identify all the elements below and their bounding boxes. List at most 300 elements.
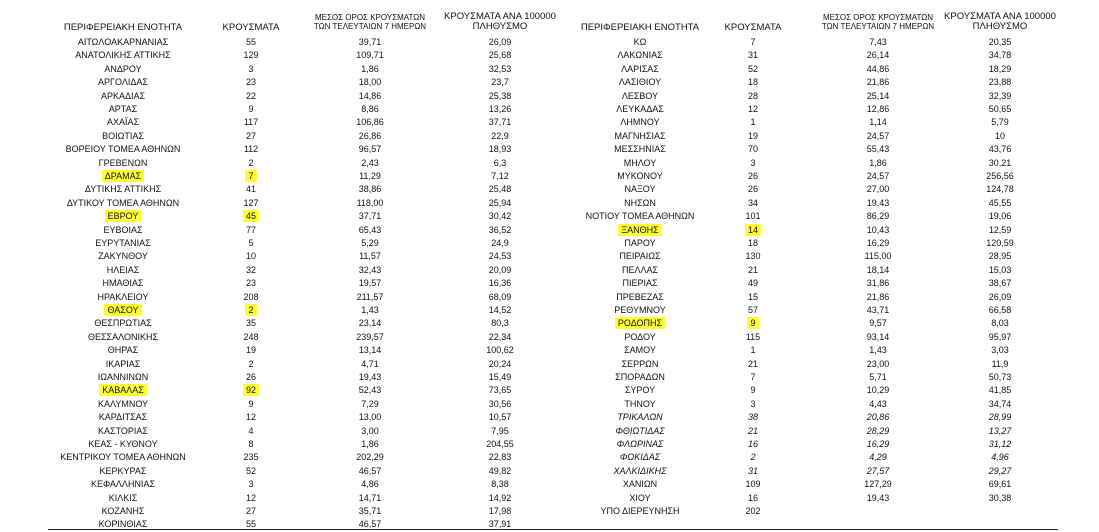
cell-cases-text: 12 xyxy=(747,104,758,114)
cell-cases-text: 18 xyxy=(747,238,758,248)
right-header-avg xyxy=(808,13,948,31)
cell-cases-text: 45 xyxy=(243,210,259,222)
cell-per100k xyxy=(440,358,560,371)
cell-region-text: ΤΗΝΟΥ xyxy=(624,398,656,409)
cell-region-text: ΛΑΣΙΘΙΟΥ xyxy=(618,77,662,88)
cell-cases-text: 57 xyxy=(747,305,758,315)
cell-cases-text: 112 xyxy=(243,144,259,155)
cell-per100k xyxy=(440,143,560,156)
cell-region xyxy=(48,505,198,518)
cell-avg xyxy=(808,76,948,89)
cell-cases xyxy=(708,411,798,424)
right-header-per100k xyxy=(940,12,1060,32)
cell-avg xyxy=(300,438,440,451)
cell-cases xyxy=(206,36,296,49)
cell-per100k xyxy=(940,317,1060,330)
cell-avg-text: 115,00 xyxy=(864,251,892,262)
cell-region xyxy=(565,371,715,384)
cell-per100k-text: 25,48 xyxy=(488,184,512,195)
cell-region xyxy=(48,317,198,330)
cell-per100k-text: 18,93 xyxy=(488,144,512,155)
cell-per100k xyxy=(940,438,1060,451)
cell-per100k-text: 20,09 xyxy=(488,264,512,275)
cell-cases-text: 2 xyxy=(245,304,256,316)
cell-cases xyxy=(708,478,798,491)
cell-avg-text: 24,57 xyxy=(866,130,890,141)
cell-per100k-text: 24,9 xyxy=(491,238,509,248)
cell-region-text: ΝΗΣΩΝ xyxy=(624,197,656,208)
cell-cases xyxy=(206,478,296,491)
cell-region xyxy=(48,49,198,62)
cell-region-text: ΘΗΡΑΣ xyxy=(107,345,139,356)
cell-region-text: ΙΩΑΝΝΙΝΩΝ xyxy=(97,372,149,382)
cell-per100k xyxy=(940,425,1060,438)
cell-avg xyxy=(300,130,440,143)
left-header-avg xyxy=(300,13,440,31)
cell-cases-text: 92 xyxy=(243,384,259,396)
cell-region xyxy=(48,63,198,76)
cell-cases xyxy=(708,371,798,384)
cell-avg xyxy=(300,331,440,344)
cell-avg xyxy=(808,317,948,330)
cell-per100k-text: 22,9 xyxy=(491,130,509,141)
cell-avg-text: 19,43 xyxy=(358,372,382,382)
right-header-avg-line2: ΤΩΝ ΤΕΛΕΥΤΑΙΩΝ 7 ΗΜΕΡΩΝ xyxy=(821,22,935,31)
cell-avg xyxy=(808,465,948,478)
cell-cases xyxy=(206,90,296,103)
cell-region-text: ΚΑΣΤΟΡΙΑΣ xyxy=(98,425,148,436)
cell-per100k-text: 3,03 xyxy=(991,345,1009,356)
cell-avg xyxy=(300,210,440,223)
cell-region-text: ΠΕΙΡΑΙΩΣ xyxy=(619,251,661,262)
cell-per100k xyxy=(940,197,1060,210)
cell-region-text: ΝΑΞΟΥ xyxy=(624,184,656,195)
cell-region xyxy=(565,157,715,170)
cell-per100k xyxy=(940,371,1060,384)
cell-cases-text: 38 xyxy=(747,412,758,423)
cell-region xyxy=(565,183,715,196)
cell-avg-text: 86,29 xyxy=(866,211,890,222)
cell-per100k-text: 7,12 xyxy=(491,171,509,181)
cell-region xyxy=(565,451,715,464)
cell-cases-text: 8 xyxy=(248,439,254,449)
cell-cases-text: 14 xyxy=(745,224,761,236)
cell-cases-text: 21 xyxy=(747,425,758,436)
cell-avg xyxy=(808,344,948,357)
cell-per100k xyxy=(440,224,560,237)
cell-avg xyxy=(300,36,440,49)
cell-region xyxy=(48,170,198,183)
cell-region-text: ΑΝΑΤΟΛΙΚΗΣ ΑΤΤΙΚΗΣ xyxy=(75,50,171,61)
cell-region-text: ΘΑΣΟΥ xyxy=(104,304,141,316)
cell-per100k-text: 14,92 xyxy=(488,492,512,503)
cell-per100k xyxy=(440,438,560,451)
cell-cases xyxy=(708,317,798,330)
cell-cases-text: 32 xyxy=(245,264,256,275)
cell-region xyxy=(565,411,715,424)
cell-region-text: ΝΟΤΙΟΥ ΤΟΜΕΑ ΑΘΗΝΩΝ xyxy=(585,211,695,222)
cell-avg-text: 13,00 xyxy=(358,412,382,423)
cell-per100k-text: 34,78 xyxy=(988,50,1012,61)
cell-per100k-text: 38,67 xyxy=(988,278,1012,289)
cell-cases xyxy=(708,49,798,62)
cell-cases-text: 18 xyxy=(747,77,758,88)
cell-avg-text: 31,86 xyxy=(866,278,890,289)
cell-region xyxy=(48,344,198,357)
cell-cases xyxy=(206,197,296,210)
cell-per100k-text: 31,12 xyxy=(988,439,1012,449)
cell-region xyxy=(48,157,198,170)
cell-cases-text: 3 xyxy=(750,398,756,409)
cell-per100k-text: 25,68 xyxy=(488,50,512,61)
cell-avg-text: 23,14 xyxy=(358,318,382,329)
cell-per100k-text: 19,06 xyxy=(988,211,1012,222)
cell-region-text: ΙΚΑΡΙΑΣ xyxy=(105,358,141,369)
cell-avg-text: 43,71 xyxy=(866,305,890,315)
cell-cases-text: 70 xyxy=(747,144,758,155)
cell-region xyxy=(48,425,198,438)
cell-avg xyxy=(300,411,440,424)
cell-cases xyxy=(708,250,798,263)
cell-region-text: ΠΡΕΒΕΖΑΣ xyxy=(616,291,664,302)
cell-avg xyxy=(808,116,948,129)
cell-avg-text: 65,43 xyxy=(358,224,382,235)
cell-cases xyxy=(708,331,798,344)
cell-cases xyxy=(206,344,296,357)
cell-avg-text: 1,43 xyxy=(869,345,887,356)
cell-per100k xyxy=(440,103,560,116)
cell-avg xyxy=(808,331,948,344)
cell-cases-text: 26 xyxy=(747,171,758,181)
cell-per100k-text: 30,56 xyxy=(488,398,512,409)
cell-region-text: ΚΑΒΑΛΑΣ xyxy=(99,384,147,396)
cell-per100k-text: 34,74 xyxy=(988,398,1012,409)
cell-per100k-text: 15,49 xyxy=(488,372,512,382)
right-header-per100k-line2: ΠΛΗΘΥΣΜΟ xyxy=(972,21,1028,32)
cell-per100k xyxy=(940,451,1060,464)
cell-cases xyxy=(206,317,296,330)
cell-cases-text: 23 xyxy=(245,278,256,289)
cell-avg-text: 46,57 xyxy=(358,519,382,530)
cell-per100k xyxy=(440,331,560,344)
cell-per100k-text: 20,24 xyxy=(488,358,512,369)
cell-cases xyxy=(708,492,798,505)
cell-region xyxy=(565,143,715,156)
cell-per100k-text: 24,53 xyxy=(488,251,512,262)
cell-per100k-text: 120,59 xyxy=(986,238,1014,248)
cell-region xyxy=(48,264,198,277)
cell-per100k xyxy=(440,170,560,183)
cell-avg xyxy=(300,478,440,491)
cell-region xyxy=(48,451,198,464)
cell-region xyxy=(48,304,198,317)
cell-region xyxy=(48,90,198,103)
cell-avg-text: 1,86 xyxy=(361,439,379,449)
right-header-region: ΠΕΡΙΦΕΡΕΙΑΚΗ ΕΝΟΤΗΤΑ xyxy=(580,22,700,33)
cell-region-text: ΕΥΡΥΤΑΝΙΑΣ xyxy=(95,238,151,248)
cell-region-text: ΥΠΟ ΔΙΕΡΕΥΝΗΣΗ xyxy=(600,506,680,516)
cell-per100k-text: 43,76 xyxy=(988,144,1012,155)
cell-per100k xyxy=(440,478,560,491)
cell-cases xyxy=(206,438,296,451)
cell-avg xyxy=(300,264,440,277)
cell-per100k-text: 23,88 xyxy=(988,77,1012,88)
cell-cases xyxy=(708,304,798,317)
cell-cases-text: 12 xyxy=(245,492,256,503)
cell-cases-text: 49 xyxy=(747,278,758,289)
cell-avg-text: 52,43 xyxy=(358,385,382,396)
cell-region-text: ΑΡΤΑΣ xyxy=(108,104,138,114)
cell-avg-text: 46,57 xyxy=(358,465,382,476)
cell-cases-text: 202 xyxy=(745,506,761,516)
cell-avg xyxy=(300,103,440,116)
cell-avg xyxy=(300,197,440,210)
cell-cases-text: 22 xyxy=(245,90,256,101)
cell-avg xyxy=(808,49,948,62)
cell-cases xyxy=(206,411,296,424)
cell-cases-text: 1 xyxy=(750,117,756,128)
cell-avg xyxy=(300,317,440,330)
cell-cases-text: 248 xyxy=(243,331,259,342)
cell-region xyxy=(48,36,198,49)
cell-region-text: ΔΡΑΜΑΣ xyxy=(102,170,144,182)
cell-per100k xyxy=(940,505,1060,518)
cell-cases-text: 55 xyxy=(245,519,256,530)
cell-per100k xyxy=(440,384,560,397)
cell-avg-text: 26,14 xyxy=(866,50,890,61)
cell-cases-text: 3 xyxy=(248,479,254,490)
cell-per100k xyxy=(440,371,560,384)
cell-region-text: ΑΝΔΡΟΥ xyxy=(104,63,142,74)
cell-region-text: ΣΑΜΟΥ xyxy=(624,345,656,356)
cell-region xyxy=(48,76,198,89)
cell-region xyxy=(565,49,715,62)
cell-avg xyxy=(808,358,948,371)
cell-region-text: ΕΥΒΟΙΑΣ xyxy=(103,224,143,235)
cell-region xyxy=(565,224,715,237)
cell-region-text: ΧΙΟΥ xyxy=(629,492,651,503)
cell-region xyxy=(565,344,715,357)
cell-avg xyxy=(808,183,948,196)
cell-region xyxy=(565,425,715,438)
cell-avg-text: 19,43 xyxy=(866,197,890,208)
cell-region-text: ΖΑΚΥΝΘΟΥ xyxy=(98,251,148,262)
cell-avg xyxy=(808,398,948,411)
cell-cases-text: 10 xyxy=(245,251,256,262)
cell-per100k-text: 28,95 xyxy=(988,251,1012,262)
cell-avg xyxy=(808,304,948,317)
cell-per100k xyxy=(940,237,1060,250)
cell-avg xyxy=(808,237,948,250)
cell-per100k-text: 13,26 xyxy=(488,104,512,114)
cell-avg-text: 16,29 xyxy=(866,439,890,449)
cell-region xyxy=(565,197,715,210)
cell-region-text: ΗΡΑΚΛΕΙΟΥ xyxy=(97,291,149,302)
cell-cases xyxy=(206,358,296,371)
cell-cases-text: 5 xyxy=(248,238,254,248)
bottom-rule xyxy=(48,529,1058,530)
cell-cases-text: 9 xyxy=(248,398,254,409)
cell-avg xyxy=(808,384,948,397)
cell-region xyxy=(565,438,715,451)
cell-per100k xyxy=(440,116,560,129)
cell-avg xyxy=(300,183,440,196)
cell-per100k-text: 18,29 xyxy=(988,63,1012,74)
cell-cases xyxy=(708,384,798,397)
cell-region-text: ΤΡΙΚΑΛΩΝ xyxy=(617,412,663,423)
cell-cases xyxy=(206,76,296,89)
cell-region-text: ΧΑΝΙΩΝ xyxy=(622,479,658,490)
cell-cases xyxy=(708,103,798,116)
cell-per100k xyxy=(940,478,1060,491)
cell-region xyxy=(48,331,198,344)
cell-per100k-text: 36,52 xyxy=(488,224,512,235)
cell-avg xyxy=(808,425,948,438)
cell-region-text: ΛΕΣΒΟΥ xyxy=(621,90,659,101)
cell-cases xyxy=(708,224,798,237)
cell-avg xyxy=(808,36,948,49)
cell-per100k-text: 25,38 xyxy=(488,90,512,101)
cell-cases-text: 35 xyxy=(245,318,256,329)
cell-region-text: ΚΕΦΑΛΛΗΝΙΑΣ xyxy=(90,479,156,490)
cell-per100k xyxy=(940,116,1060,129)
cell-per100k xyxy=(940,465,1060,478)
cell-cases xyxy=(708,344,798,357)
cell-region-text: ΕΒΡΟΥ xyxy=(105,210,142,222)
cell-avg xyxy=(300,250,440,263)
cell-cases xyxy=(708,183,798,196)
cell-cases xyxy=(206,398,296,411)
cell-region xyxy=(48,130,198,143)
cell-avg-text: 38,86 xyxy=(358,184,382,195)
cell-cases xyxy=(708,505,798,518)
cell-region xyxy=(48,384,198,397)
cell-per100k xyxy=(440,317,560,330)
cell-cases-text: 31 xyxy=(747,50,758,61)
cell-region-text: ΚΕΡΚΥΡΑΣ xyxy=(99,465,147,476)
cell-per100k-text: 4,96 xyxy=(991,452,1009,463)
cell-avg xyxy=(300,143,440,156)
cell-per100k xyxy=(940,103,1060,116)
cell-region-text: ΚΙΛΚΙΣ xyxy=(108,492,138,503)
cell-avg-text: 96,57 xyxy=(358,144,382,155)
cell-region xyxy=(565,304,715,317)
cell-avg xyxy=(300,505,440,518)
cell-region-text: ΛΕΥΚΑΔΑΣ xyxy=(616,104,664,114)
cell-avg xyxy=(300,90,440,103)
cell-avg xyxy=(300,358,440,371)
cell-cases xyxy=(206,157,296,170)
cell-cases xyxy=(206,143,296,156)
left-header-per100k xyxy=(440,12,560,32)
cell-per100k-text: 26,09 xyxy=(488,37,512,47)
cell-region xyxy=(565,277,715,290)
cell-per100k-text: 14,52 xyxy=(488,305,512,315)
cell-per100k xyxy=(440,250,560,263)
cell-cases-text: 23 xyxy=(245,77,256,88)
cell-avg-text: 106,86 xyxy=(356,117,384,128)
cell-per100k xyxy=(940,183,1060,196)
cell-cases xyxy=(206,291,296,304)
cell-per100k xyxy=(440,304,560,317)
cell-per100k xyxy=(440,197,560,210)
cell-per100k xyxy=(940,63,1060,76)
cell-cases xyxy=(206,384,296,397)
cell-per100k xyxy=(440,505,560,518)
cell-per100k-text: 29,27 xyxy=(988,465,1012,476)
cell-region-text: ΗΛΕΙΑΣ xyxy=(106,264,140,275)
cell-region-text: ΚΕΑΣ - ΚΥΘΝΟΥ xyxy=(88,439,158,449)
cell-cases-text: 2 xyxy=(248,157,254,168)
cell-per100k-text: 30,21 xyxy=(988,157,1012,168)
cell-avg-text: 44,86 xyxy=(866,63,890,74)
cell-avg-text: 127,29 xyxy=(864,479,892,490)
cell-per100k-text: 49,82 xyxy=(488,465,512,476)
cell-region-text: ΚΟΖΑΝΗΣ xyxy=(101,506,145,516)
cell-avg xyxy=(300,492,440,505)
cell-region xyxy=(48,250,198,263)
cell-per100k-text: 37,71 xyxy=(488,117,512,128)
cell-region-text: ΘΕΣΣΑΛΟΝΙΚΗΣ xyxy=(87,331,159,342)
cell-per100k xyxy=(440,465,560,478)
cell-cases-text: 31 xyxy=(747,465,758,476)
cell-avg xyxy=(808,492,948,505)
cell-per100k-text: 41,85 xyxy=(988,385,1012,396)
cell-region xyxy=(565,505,715,518)
cell-avg-text: 19,57 xyxy=(358,278,382,289)
cell-region xyxy=(48,116,198,129)
cell-avg-text: 14,86 xyxy=(358,90,382,101)
cell-avg xyxy=(300,451,440,464)
cell-per100k xyxy=(940,49,1060,62)
cell-per100k-text: 11,9 xyxy=(991,358,1009,369)
cell-per100k-text: 256,56 xyxy=(986,171,1014,181)
cell-cases-text: 52 xyxy=(747,63,758,74)
cell-avg xyxy=(808,210,948,223)
cell-cases xyxy=(708,358,798,371)
cell-per100k-text: 50,65 xyxy=(988,104,1012,114)
cell-region xyxy=(565,210,715,223)
cell-region xyxy=(48,478,198,491)
cell-cases-text: 28 xyxy=(747,90,758,101)
cell-avg xyxy=(808,157,948,170)
cell-avg-text: 4,43 xyxy=(869,398,887,409)
cell-avg xyxy=(300,465,440,478)
cell-region-text: ΔΥΤΙΚΗΣ ΑΤΤΙΚΗΣ xyxy=(84,184,162,195)
cell-per100k xyxy=(940,170,1060,183)
cell-avg-text: 55,43 xyxy=(866,144,890,155)
cell-region-text: ΦΘΙΩΤΙΔΑΣ xyxy=(615,425,665,436)
cell-cases-text: 16 xyxy=(747,439,758,449)
cell-region-text: ΚΩ xyxy=(633,37,647,47)
cell-region-text: ΒΟΡΕΙΟΥ ΤΟΜΕΑ ΑΘΗΝΩΝ xyxy=(65,144,181,155)
cell-avg-text: 4,29 xyxy=(869,452,887,463)
cell-region-text: ΚΕΝΤΡΙΚΟΥ ΤΟΜΕΑ ΑΘΗΝΩΝ xyxy=(60,452,186,463)
cell-avg xyxy=(300,398,440,411)
cell-cases xyxy=(206,304,296,317)
cell-avg-text: 2,43 xyxy=(361,157,379,168)
cell-per100k-text: 30,42 xyxy=(488,211,512,222)
cell-cases xyxy=(708,63,798,76)
cell-per100k xyxy=(940,384,1060,397)
cell-cases-text: 129 xyxy=(243,50,259,61)
cell-per100k-text: 45,55 xyxy=(988,197,1012,208)
cell-per100k xyxy=(440,36,560,49)
cell-per100k-text: 16,36 xyxy=(488,278,512,289)
cell-region xyxy=(48,183,198,196)
cell-avg-text: 19,43 xyxy=(866,492,890,503)
cell-per100k xyxy=(440,425,560,438)
